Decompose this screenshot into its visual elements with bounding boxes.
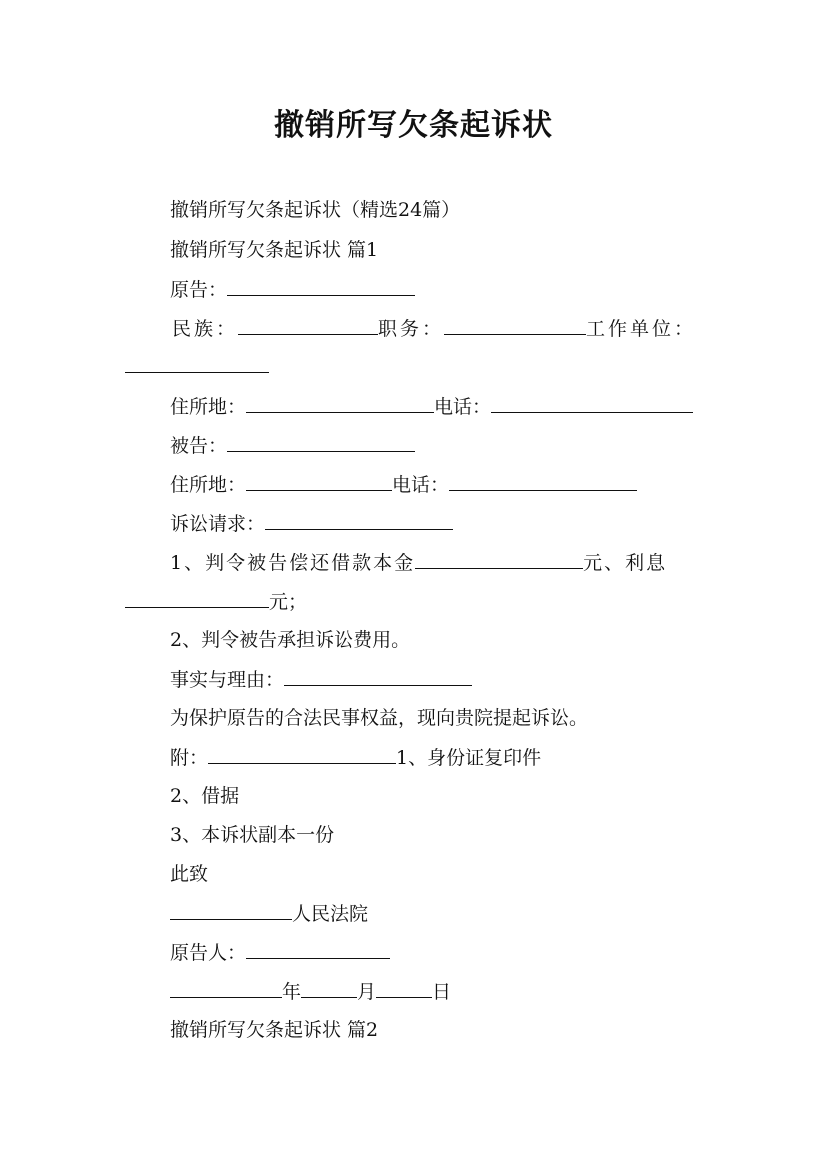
phone-blank (491, 392, 693, 413)
date-line (170, 977, 451, 1006)
month-blank (301, 977, 357, 998)
day-label: 日 (432, 981, 452, 1003)
ethnicity-blank (238, 314, 378, 335)
residence-label-2: 住所地： (170, 474, 247, 496)
residence-blank-2 (246, 470, 392, 491)
signer-line (170, 938, 390, 967)
regards: 此致 (170, 863, 209, 885)
claims-blank (265, 509, 453, 530)
claim-1-continuation (125, 587, 307, 616)
court-suffix: 人民法院 (292, 903, 369, 925)
signer-label: 原告人： (170, 942, 247, 964)
claim-1-line (170, 548, 667, 577)
residence-label: 住所地： (170, 396, 247, 418)
claim-1-interest: 元、利息 (583, 552, 668, 574)
plaintiff-blank (227, 275, 415, 296)
month-label: 月 (357, 981, 377, 1003)
day-blank (376, 977, 432, 998)
claims-line (170, 509, 453, 538)
year-label: 年 (282, 981, 302, 1003)
facts-line (170, 665, 472, 694)
residence-blank (246, 392, 434, 413)
document-subtitle: 撤销所写欠条起诉状（精选24篇） (170, 199, 461, 221)
attachment-label: 附： (170, 747, 209, 769)
purpose-statement: 为保护原告的合法民事权益，现向贵院提起诉讼。 (170, 707, 589, 729)
ethnicity-line (172, 314, 696, 343)
claim-2: 2、判令被告承担诉讼费用。 (170, 629, 411, 651)
interest-blank (125, 587, 269, 608)
workplace-blank (125, 352, 269, 373)
facts-blank (284, 665, 472, 686)
signer-blank (246, 938, 390, 959)
court-blank (170, 899, 292, 920)
section-2-heading: 撤销所写欠条起诉状 篇2 (170, 1019, 379, 1041)
plaintiff-label: 原告： (170, 279, 228, 301)
defendant-line (170, 431, 415, 460)
claims-label: 诉讼请求： (170, 513, 266, 535)
defendant-label: 被告： (170, 435, 228, 457)
facts-label: 事实与理由： (170, 669, 285, 691)
plaintiff-residence-line (170, 392, 693, 421)
plaintiff-line (170, 275, 415, 304)
claim-1-text: 1、判令被告偿还借款本金 (170, 552, 416, 574)
claim-1-end: 元； (269, 591, 308, 613)
court-line (170, 899, 368, 928)
attachment-3: 3、本诉状副本一份 (170, 824, 335, 846)
phone-blank-2 (449, 470, 637, 491)
position-blank (444, 314, 586, 335)
defendant-residence-line (170, 470, 637, 499)
defendant-blank (227, 431, 415, 452)
year-blank (170, 977, 282, 998)
page-title: 撤销所写欠条起诉状 (274, 108, 553, 143)
position-label: 职务： (378, 318, 445, 340)
attachment-blank (208, 743, 396, 764)
phone-label-2: 电话： (392, 474, 450, 496)
section-1-heading: 撤销所写欠条起诉状 篇1 (170, 239, 379, 261)
attachment-2: 2、借据 (170, 785, 240, 807)
phone-label: 电话： (434, 396, 492, 418)
attachment-1: 1、身份证复印件 (396, 747, 542, 769)
attachment-line (170, 743, 541, 772)
workplace-continuation (125, 352, 269, 381)
ethnicity-label: 民族： (172, 318, 239, 340)
workplace-label: 工作单位： (586, 318, 697, 340)
principal-blank (415, 548, 583, 569)
